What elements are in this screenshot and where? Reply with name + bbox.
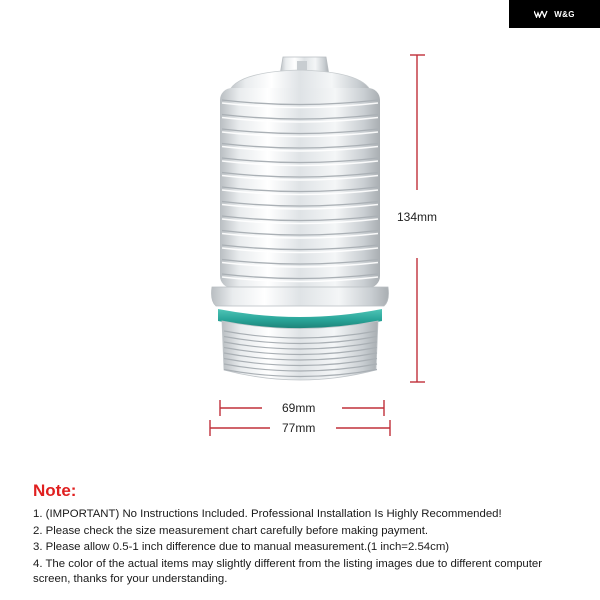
note-item: 2. Please check the size measurement chart carefully before making payment. xyxy=(33,524,429,537)
flange xyxy=(212,287,389,306)
outer-width-label: 77mm xyxy=(282,421,316,435)
note-item: 3. Please allow 0.5-1 inch difference due to manual measurement.(1 inch=2.54cm) xyxy=(33,541,450,553)
inner-width-label: 69mm xyxy=(282,401,316,415)
brand-name: W&G xyxy=(554,9,575,19)
note-item: 1. (IMPORTANT) No Instructions Included. Professional Installation Is Highly Recommended! xyxy=(33,508,502,520)
notes-list xyxy=(33,507,578,589)
note-item: 4. The color of the actual items may slightly different from the listing images due to different computer screen, thanks for your understanding. xyxy=(33,557,543,585)
ribbed-body xyxy=(220,88,380,288)
height-label: 134mm xyxy=(397,210,438,224)
threaded-base xyxy=(222,321,378,380)
note-title: Note: xyxy=(33,481,77,500)
